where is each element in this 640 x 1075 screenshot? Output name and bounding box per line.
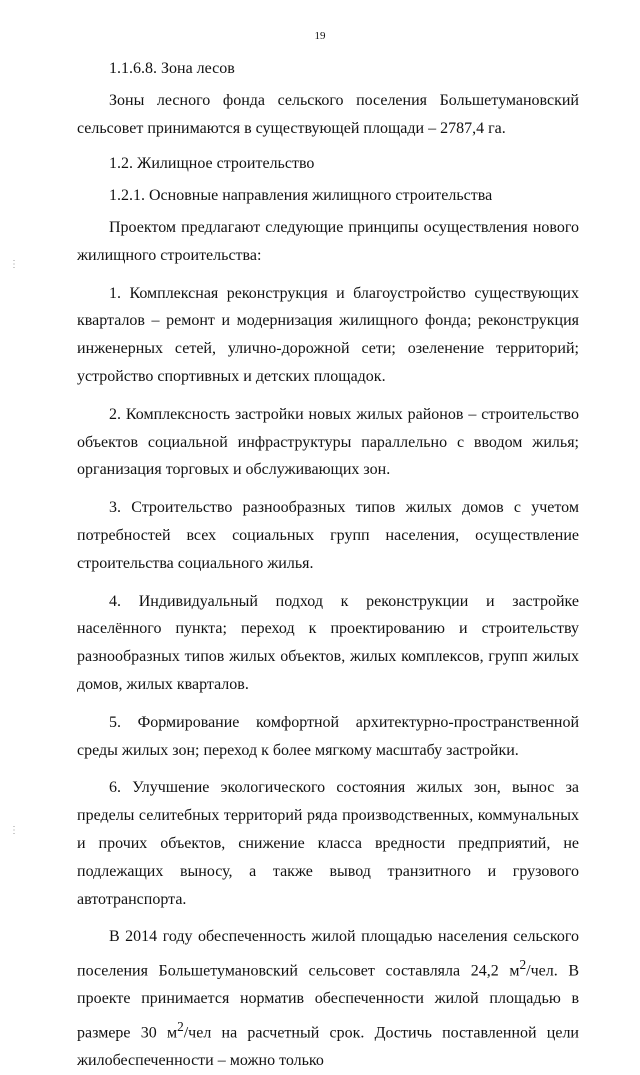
list-item: 5. Формирование комфортной архитектурно-пространственной среды жилых зон; переход к более мягкому масштабу застройки. [77, 713, 579, 759]
section-heading-1-1-6-8: 1.1.6.8. Зона лесов [109, 60, 235, 77]
document-body [77, 46, 579, 1075]
list-item: 1. Комплексная реконструкция и благоустройство существующих кварталов – ремонт и модернизация жилищного фонда; реконструкция инженерных сетей, улично-дорожной сети; озеленение территорий; устройство спортивных и детских площадок. [77, 284, 579, 385]
list-item: 6. Улучшение экологического состояния жилых зон, вынос за пределы селитебных территорий ряда производственных, коммунальных и прочих объектов, снижение класса вредности предприятий, не подлежащих выносу, а также вывод транзитного и грузового автотранспорта. [77, 779, 579, 908]
unit-superscript: 2 [177, 1019, 184, 1035]
paragraph-text-part: /чел на расчетный срок. Достичь поставленной цели жилобеспеченности – можно только [77, 1024, 579, 1070]
list-item: 3. Строительство разнообразных типов жилых домов с учетом потребностей всех социальных групп населения, осуществление строительства социального жилья. [77, 499, 579, 572]
section-heading-1-2-1: 1.2.1. Основные направления жилищного строительства [109, 187, 493, 205]
margin-scan-mark: ⋮ [9, 825, 19, 836]
paragraph-text-part: В 2014 году обеспеченность жилой площадью населения сельского поселения Большетумановский сельсовет составляла 24,2 м [77, 928, 579, 980]
margin-scan-mark: ⋮ [9, 259, 19, 270]
section-heading-1-2: 1.2. Жилищное строительство [109, 155, 315, 173]
unit-superscript: 2 [519, 957, 527, 973]
intro-paragraph: Проектом предлагают следующие принципы осуществления нового жилищного строительства: [77, 218, 579, 264]
paragraph-text-part: /чел. В проекте принимается норматив обеспеченности жилой площадью в размере 30 м [77, 962, 579, 1042]
forest-paragraph: Зоны лесного фонда сельского поселения Большетумановский сельсовет принимаются в существующей площади – 2787,4 га. [77, 91, 579, 137]
page-number: 19 [314, 30, 326, 42]
housing-provision-paragraph [77, 923, 579, 1075]
list-item: 2. Комплексность застройки новых жилых районов – строительство объектов социальной инфраструктуры параллельно с вводом жилья; организация торговых и обслуживающих зон. [77, 405, 579, 479]
list-item: 4. Индивидуальный подход к реконструкции и застройке населённого пункта; переход к проектированию и строительству разнообразных типов жилых объектов, жилых комплексов, групп жилых домов, жилых кварталов. [77, 592, 579, 693]
